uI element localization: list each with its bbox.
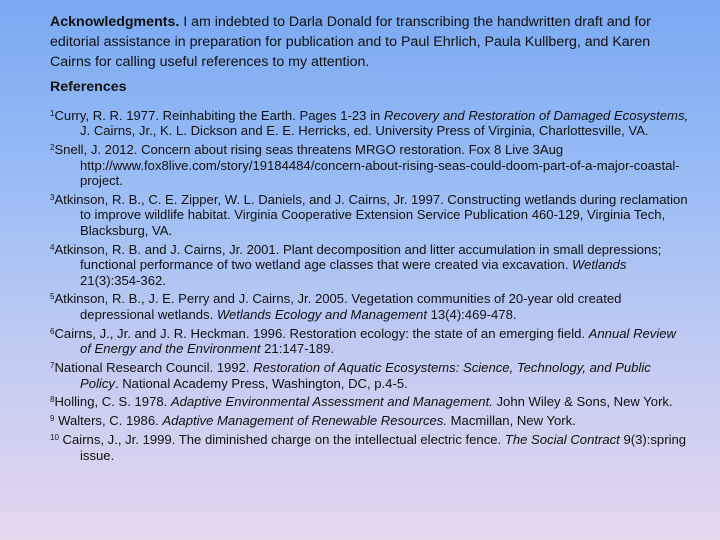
reference-number: 6 <box>50 326 55 336</box>
reference-number: 2 <box>50 143 55 153</box>
reference-text: Walters, C. 1986. <box>54 413 163 429</box>
reference-details: J. Cairns, Jr., K. L. Dickson and E. E. Herricks, ed. University Press of Virginia, Charlottesville, VA. <box>80 123 649 139</box>
reference-number: 8 <box>50 395 55 405</box>
reference-title: Annual Review of Energy and the Environment <box>80 325 676 357</box>
reference-text: National Research Council. 1992. <box>54 360 254 376</box>
acknowledgments-heading: Acknowledgments. <box>50 14 180 30</box>
reference-number: 7 <box>50 361 55 371</box>
references-list <box>50 108 690 467</box>
reference-text: Cairns, J., Jr. and J. R. Heckman. 1996. Restoration ecology: the state of an emerging field. <box>54 325 589 341</box>
reference-item <box>50 432 690 463</box>
acknowledgments-paragraph <box>50 12 680 72</box>
reference-number: 10 <box>50 433 59 443</box>
reference-title: Recovery and Restoration of Damaged Ecosystems, <box>383 108 689 123</box>
reference-item <box>50 394 690 409</box>
reference-item <box>50 360 690 391</box>
reference-details: 21(3):354-362. <box>80 272 166 288</box>
reference-title: Adaptive Environmental Assessment and Management. <box>170 394 493 410</box>
reference-details: 9(3):spring issue. <box>80 432 687 463</box>
reference-title: The Social Contract <box>504 432 620 448</box>
reference-item <box>50 413 690 428</box>
reference-text: Atkinson, R. B., J. E. Perry and J. Cairns, Jr. 2005. Vegetation communities of 20-year old created depressional wetlands. <box>54 291 622 322</box>
reference-title: Restoration of Aquatic Ecosystems: Science, Technology, and Public Policy <box>80 360 651 391</box>
reference-text: Snell, J. 2012. Concern about rising seas threatens MRGO restoration. Fox 8 Live 3Aug http://www.fox8live.com/story/19184484/concern-about-rising-seas-could-doom-part-of-a-major-coastal-project. <box>54 142 680 189</box>
reference-item <box>50 291 690 322</box>
acknowledgments-text: I am indebted to Darla Donald for transcribing the handwritten draft and for editorial assistance in preparation for publication and to Paul Ehrlich, Paula Kullberg, and Karen Cairns for calling useful references to my attention. <box>50 14 651 70</box>
reference-item <box>50 326 690 357</box>
reference-text: Holling, C. S. 1978. <box>54 394 171 410</box>
reference-number: 5 <box>50 292 55 302</box>
reference-title: Wetlands <box>572 257 627 273</box>
reference-details: Macmillan, New York. <box>447 413 576 429</box>
reference-item <box>50 142 690 188</box>
reference-item <box>50 242 690 288</box>
reference-item <box>50 192 690 238</box>
reference-number: 4 <box>50 242 55 252</box>
reference-details: . National Academy Press, Washington, DC, p.4-5. <box>114 375 408 391</box>
reference-number: 9 <box>50 414 55 424</box>
reference-details: 13(4):469-478. <box>426 306 517 322</box>
reference-number: 3 <box>50 193 55 203</box>
reference-title: Wetlands Ecology and Management <box>216 306 427 322</box>
reference-details: John Wiley & Sons, New York. <box>492 394 673 410</box>
reference-item <box>50 108 690 139</box>
references-heading: References <box>50 79 127 95</box>
reference-text: Curry, R. R. 1977. Reinhabiting the Earth. Pages 1-23 in <box>54 108 384 123</box>
reference-text: Atkinson, R. B., C. E. Zipper, W. L. Daniels, and J. Cairns, Jr. 1997. Constructing wetlands during reclamation to improve wildlife habitat. Virginia Cooperative Extension Service Publication 460-129, Virginia Tech, Blacksburg, VA. <box>54 192 688 238</box>
reference-number: 1 <box>50 109 55 118</box>
reference-text: Cairns, J., Jr. 1999. The diminished charge on the intellectual electric fence. <box>58 432 505 448</box>
reference-text: Atkinson, R. B. and J. Cairns, Jr. 2001. Plant decomposition and litter accumulation in small depressions; functional performance of two wetland age classes that were created via excavation. <box>54 241 662 273</box>
reference-title: Adaptive Management of Renewable Resources. <box>162 413 447 429</box>
reference-details: 21:147-189. <box>260 341 335 357</box>
